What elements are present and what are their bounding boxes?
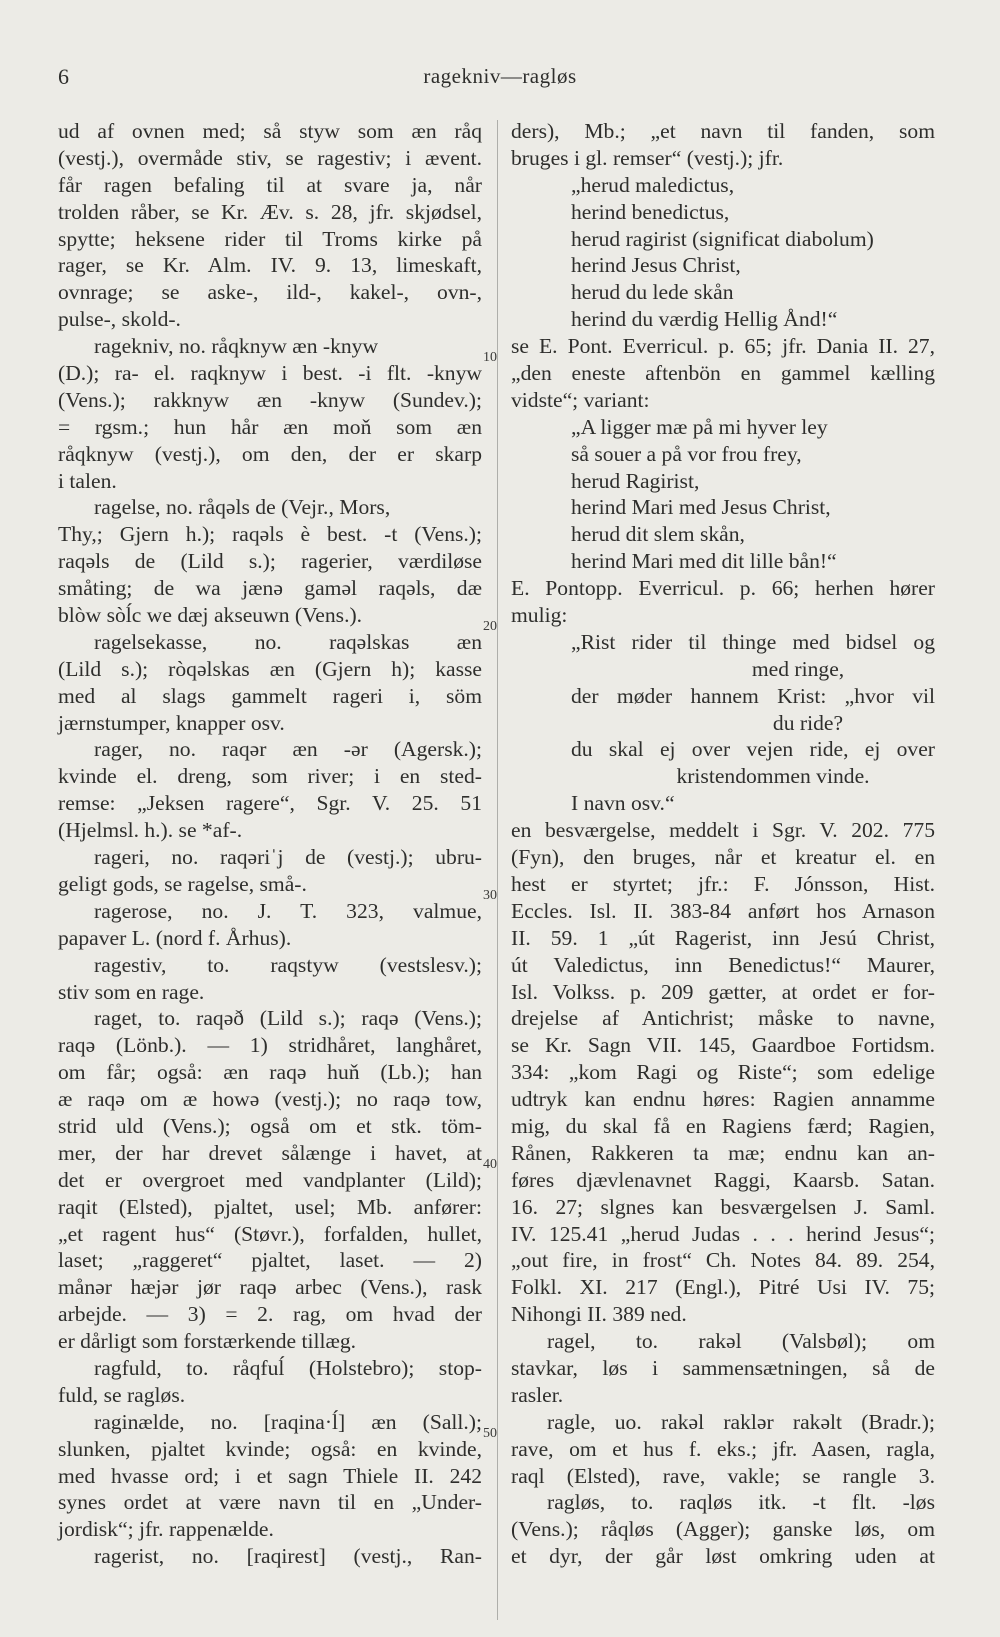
verse-line: med ringe, xyxy=(751,656,845,681)
entry-headword-line: ragelsekasse, no. raqəlskas æn xyxy=(94,629,482,654)
text-line: ovnrage; se aske-, ild-, kakel-, ovn-, xyxy=(58,280,482,305)
entry-headword-line: ragekniv, no. råqknyw æn -knyw xyxy=(94,334,379,359)
text-line: Isl. Volkss. p. 209 gætter, at ordet er for- xyxy=(511,979,935,1004)
verse-line: du skal ej over vejen ride, ej over xyxy=(571,737,935,762)
text-line: om får; også: æn raqə huň (Lb.); han xyxy=(58,1060,482,1085)
text-line: „out fire, in frost“ Ch. Notes 84. 89. 254, xyxy=(511,1248,935,1273)
text-line: Nihongi II. 389 ned. xyxy=(511,1302,687,1327)
text-line: mulig: xyxy=(511,603,568,628)
text-line: laset; „raggeret“ pjaltet, laset. — 2) xyxy=(58,1248,482,1273)
text-line: i talen. xyxy=(58,468,117,493)
text-line: mer, der har drevet sålænge i havet, at xyxy=(58,1140,482,1165)
entry-headword-line: ragle, uo. rakəl raklər rakəlt (Bradr.); xyxy=(547,1409,935,1434)
text-line: Thy,; Gjern h.); raqəls è best. -t (Vens.); xyxy=(58,522,482,547)
text-line: er dårligt som forstærkende tillæg. xyxy=(58,1329,357,1354)
text-line: raqəls de (Lild s.); ragerier, værdiløse xyxy=(58,549,482,574)
verse-line: herud Ragirist, xyxy=(571,468,700,493)
text-line: (vestj.), overmåde stiv, se ragestiv; i ævent. xyxy=(58,145,482,170)
verse-line: herind Mari med dit lille bån!“ xyxy=(571,549,837,574)
entry-headword-line: ragerist, no. [raqirest] (vestj., Ran- xyxy=(94,1544,482,1569)
verse-line: herind Jesus Christ, xyxy=(571,253,741,278)
entry-headword-line: rager, no. raqər æn -ər (Agersk.); xyxy=(94,737,482,762)
text-line: remse: „Jeksen ragere“, Sgr. V. 25. 51 xyxy=(58,791,482,816)
right-column xyxy=(511,118,935,1570)
text-line: strid uld (Vens.); også om et stk. töm- xyxy=(58,1113,482,1138)
text-line: (Vens.); rakknyw æn -knyw (Sundev.); xyxy=(58,387,482,412)
text-line: arbejde. — 3) = 2. rag, om hvad der xyxy=(58,1302,482,1327)
verse-line: kristendommen vinde. xyxy=(676,764,870,789)
entry-headword-line: rageri, no. raqəriˈj de (vestj.); ubru- xyxy=(94,845,482,870)
text-line: småting; de wa jænə gaməl raqəls, dæ xyxy=(58,576,482,601)
text-line: Eccles. Isl. II. 383-84 anført hos Arnason xyxy=(511,898,935,923)
left-column xyxy=(58,118,482,1570)
text-line: „et ragent hus“ (Støvr.), forfalden, hullet, xyxy=(58,1221,482,1246)
text-line: spytte; heksene rider til Troms kirke på xyxy=(58,226,482,251)
verse-line: du ride? xyxy=(772,710,844,735)
text-line: jordisk“; jfr. rappenælde. xyxy=(58,1517,274,1542)
text-line: mig, du skal få en Ragiens færd; Ragien, xyxy=(511,1113,935,1138)
text-line: jærnstumper, knapper osv. xyxy=(58,710,285,735)
text-line: „den eneste aftenbön en gammel kælling xyxy=(511,361,935,386)
entry-headword-line: raginælde, no. [raqina·ĺ] æn (Sall.); xyxy=(94,1409,482,1434)
text-line: med al slags gammelt rageri i, söm xyxy=(58,683,482,708)
text-line: rager, se Kr. Alm. IV. 9. 13, limeskaft, xyxy=(58,253,482,278)
text-line: se E. Pont. Everricul. p. 65; jfr. Dania II. 27, xyxy=(511,334,935,359)
verse-line: herud du lede skån xyxy=(571,280,734,305)
text-line: E. Pontopp. Everricul. p. 66; herhen hører xyxy=(511,576,935,601)
text-line: IV. 125.41 „herud Judas . . . herind Jesus“; xyxy=(511,1221,935,1246)
text-line: månər hæjər jør raqə arbec (Vens.), rask xyxy=(58,1275,482,1300)
entry-headword-line: ragel, to. rakəl (Valsbøl); om xyxy=(547,1329,935,1354)
text-line: 334: „kom Ragi og Riste“; som edelige xyxy=(511,1060,935,1085)
text-line: 16. 27; slgnes kan besværgelsen J. Saml. xyxy=(511,1194,935,1219)
entry-headword-line: ragerose, no. J. T. 323, valmue, xyxy=(94,898,482,923)
verse-line: herind Mari med Jesus Christ, xyxy=(571,495,831,520)
text-line: (Hjelmsl. h.). se *af-. xyxy=(58,818,243,843)
text-line: stavkar, løs i sammensætningen, så de xyxy=(511,1355,935,1380)
text-line: trolden råber, se Kr. Æv. s. 28, jfr. skjødsel, xyxy=(58,199,482,224)
entry-headword-line: ragløs, to. raqløs itk. -t flt. -løs xyxy=(547,1490,935,1515)
verse-line: herind du værdig Hellig Ånd!“ xyxy=(571,307,838,332)
text-line: bruges i gl. remser“ (vestj.); jfr. xyxy=(511,145,784,170)
text-line: ders), Mb.; „et navn til fanden, som xyxy=(511,119,935,143)
text-line: (Vens.); råqløs (Agger); ganske løs, om xyxy=(511,1517,935,1542)
line-number-10: 10 xyxy=(483,350,497,365)
verse-line: herud ragirist (significat diabolum) xyxy=(571,226,874,251)
text-line: raqit (Elsted), pjaltet, usel; Mb. anfører: xyxy=(58,1194,482,1219)
verse-line: herud dit slem skån, xyxy=(571,522,745,547)
verse-line: „A ligger mæ på mi hyver ley xyxy=(571,414,828,439)
text-line: papaver L. (nord f. Århus). xyxy=(58,925,292,950)
entry-headword-line: raget, to. raqəð (Lild s.); raqə (Vens.); xyxy=(94,1006,482,1031)
entry-headword-line: ragestiv, to. raqstyw (vestslesv.); xyxy=(94,952,482,977)
line-number-40: 40 xyxy=(483,1157,497,1172)
text-line: II. 59. 1 „út Ragerist, inn Jesú Christ, xyxy=(511,925,935,950)
verse-line: så souer a på vor frou frey, xyxy=(571,441,802,466)
text-line: et dyr, der går løst omkring uden at xyxy=(511,1544,935,1569)
text-line: = rgsm.; hun hår æn moň som æn xyxy=(58,414,482,439)
text-line: (Fyn), den bruges, når et kreatur el. en xyxy=(511,845,935,870)
entry-headword-line: ragfuld, to. råqfuĺ (Holstebro); stop- xyxy=(94,1355,482,1380)
text-line: råqknyw (vestj.), om den, der er skarp xyxy=(58,441,482,466)
text-line: en besværgelse, meddelt i Sgr. V. 202. 775 xyxy=(511,818,935,843)
text-line: (Lild s.); ròqəlskas æn (Gjern h); kasse xyxy=(58,656,482,681)
line-number-20: 20 xyxy=(483,619,497,634)
text-line: med hvasse ord; i et sagn Thiele II. 242 xyxy=(58,1463,482,1488)
text-line: fuld, se ragløs. xyxy=(58,1382,186,1407)
text-line: får ragen befaling til at svare ja, når xyxy=(58,172,482,197)
text-line: vidste“; variant: xyxy=(511,387,650,412)
verse-line: „herud maledictus, xyxy=(571,172,735,197)
page-number: 6 xyxy=(58,64,69,89)
text-line: udtryk kan endnu høres: Ragien annamme xyxy=(511,1087,935,1112)
text-line: pulse-, skold-. xyxy=(58,307,181,332)
line-number-30: 30 xyxy=(483,888,497,903)
text-line: út Valedictus, inn Benedictus!“ Maurer, xyxy=(511,952,935,977)
entry-headword-line: ragelse, no. råqəls de (Vejr., Mors, xyxy=(94,495,391,520)
text-line: æ raqə om æ howə (vestj.); no raqə tow, xyxy=(58,1087,482,1112)
text-line: føres djævlenavnet Raggi, Kaarsb. Satan. xyxy=(511,1167,935,1192)
verse-line: I navn osv.“ xyxy=(571,791,675,816)
text-line: drejelse af Antichrist; måske to navne, xyxy=(511,1006,935,1031)
text-line: kvinde el. dreng, som river; i en sted- xyxy=(58,764,482,789)
column-divider xyxy=(497,120,498,1620)
verse-line: der møder hannem Krist: „hvor vil xyxy=(571,683,935,708)
text-line: se Kr. Sagn VII. 145, Gaardboe Fortidsm. xyxy=(511,1033,935,1058)
text-line: raqə (Lönb.). — 1) stridhåret, langhåret, xyxy=(58,1033,482,1058)
running-head: ragekniv—ragløs xyxy=(423,64,577,88)
text-line: Rånen, Rakkeren ta mæ; endnu kan an- xyxy=(511,1140,935,1165)
text-line: raql (Elsted), rave, vakle; se rangle 3. xyxy=(511,1463,935,1488)
text-line: rasler. xyxy=(511,1382,564,1407)
text-line: geligt gods, se ragelse, små-. xyxy=(58,871,307,896)
text-line: rave, om et hus f. eks.; jfr. Aasen, ragla, xyxy=(511,1436,935,1461)
text-line: det er overgroet med vandplanter (Lild); xyxy=(58,1167,482,1192)
text-line: Folkl. XI. 217 (Engl.), Pitré Usi IV. 75; xyxy=(511,1275,935,1300)
text-line: hest er styrtet; jfr.: F. Jónsson, Hist. xyxy=(511,871,935,896)
text-line: (D.); ra- el. raqknyw i best. -i flt. -knyw xyxy=(58,361,482,386)
verse-line: „Rist rider til thinge med bidsel og xyxy=(571,629,935,654)
text-line: slunken, pjaltet kvinde; også: en kvinde, xyxy=(58,1436,482,1461)
text-line: blòw sòĺc we dæj akseuwn (Vens.). xyxy=(58,603,363,628)
verse-line: herind benedictus, xyxy=(571,199,730,224)
text-line: stiv som en rage. xyxy=(58,979,205,1004)
text-line: synes ordet at være navn til en „Under- xyxy=(58,1490,482,1515)
text-line: ud af ovnen med; så styw som æn råq xyxy=(58,119,482,143)
line-number-50: 50 xyxy=(483,1426,497,1441)
